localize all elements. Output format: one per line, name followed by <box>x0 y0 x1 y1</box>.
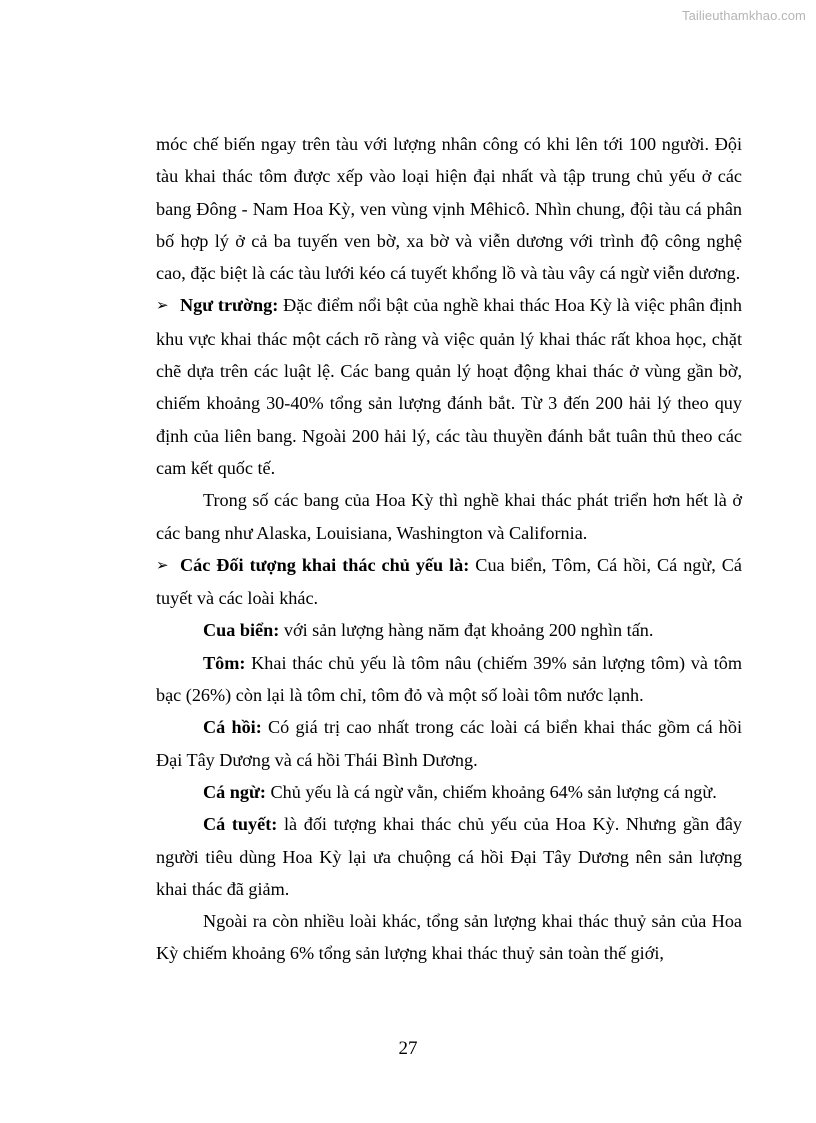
fishing-ground-text: Đặc điểm nổi bật của nghề khai thác Hoa Kỳ là việc phân định khu vực khai thác một cách rõ ràng và việc quản lý khai thác rất khoa học, chặt chẽ dựa trên các luật lệ. Các bang quản lý hoạt động khai thác ở vùng gần bờ, chiếm khoảng 30-40% tổng sản lượng đánh bắt. Từ 3 đến 200 hải lý theo quy định của liên bang. Ngoài 200 hải lý, các tàu thuyền đánh bắt tuân thủ theo các cam kết quốc tế. <box>156 295 742 478</box>
paragraph-fleet: móc chế biến ngay trên tàu với lượng nhân công có khi lên tới 100 người. Đội tàu khai thác tôm được xếp vào loại hiện đại nhất và tập trung chủ yếu ở các bang Đông - Nam Hoa Kỳ, ven vùng vịnh Mêhicô. Nhìn chung, đội tàu cá phân bố hợp lý ở cả ba tuyến ven bờ, xa bờ và viễn dương với trình độ công nghệ cao, đặc biệt là các tàu lưới kéo cá tuyết khổng lồ và tàu vây cá ngừ viễn dương. <box>156 134 742 284</box>
cod-label: Cá tuyết: <box>203 814 278 835</box>
arrow-bullet-icon: ➢ <box>156 298 169 315</box>
shrimp-label: Tôm: <box>203 652 246 673</box>
fishing-ground-label: Ngư trường: <box>180 295 279 316</box>
paragraph-tuna <box>156 776 742 808</box>
targets-text: Cua biển, Tôm, Cá hồi, Cá ngừ, Cá tuyết và các loài khác. <box>156 554 742 609</box>
paragraph-others: Ngoài ra còn nhiều loài khác, tổng sản lượng khai thác thuỷ sản của Hoa Kỳ chiếm khoảng 6% tổng sản lượng khai thác thuỷ sản toàn thế giới, <box>156 911 742 964</box>
arrow-bullet-icon: ➢ <box>156 557 169 574</box>
paragraph-shrimp <box>156 647 742 712</box>
paragraph-cod <box>156 808 742 905</box>
tuna-label: Cá ngừ: <box>203 781 266 802</box>
tuna-text: Chủ yếu là cá ngừ vằn, chiếm khoảng 64% sản lượng cá ngừ. <box>265 781 717 802</box>
paragraph-targets <box>156 549 742 615</box>
salmon-text: Có giá trị cao nhất trong các loài cá biển khai thác gồm cá hồi Đại Tây Dương và cá hồi Thái Bình Dương. <box>156 717 743 770</box>
crab-text: với sản lượng hàng năm đạt khoảng 200 nghìn tấn. <box>279 620 654 641</box>
paragraph-salmon <box>156 711 742 776</box>
watermark-text: Tailieuthamkhao.com <box>681 8 806 23</box>
paragraph-states: Trong số các bang của Hoa Kỳ thì nghề khai thác phát triển hơn hết là ở các bang như Alaska, Louisiana, Washington và California. <box>156 490 742 543</box>
crab-label: Cua biển: <box>203 620 280 641</box>
targets-label: Các Đối tượng khai thác chủ yếu là: <box>180 554 470 575</box>
cod-text: là đối tượng khai thác chủ yếu của Hoa Kỳ. Nhưng gần đây người tiêu dùng Hoa Kỳ lại ưa chuộng cá hồi Đại Tây Dương nên sản lượng khai thác đã giảm. <box>156 814 742 899</box>
document-body <box>156 128 742 970</box>
page-number: 27 <box>398 1038 418 1059</box>
shrimp-text: Khai thác chủ yếu là tôm nâu (chiếm 39% sản lượng tôm) và tôm bạc (26%) còn lại là tôm chỉ, tôm đỏ và một số loài tôm nước lạnh. <box>156 652 742 706</box>
paragraph-fishing-ground <box>156 289 742 484</box>
salmon-label: Cá hồi: <box>203 717 262 738</box>
paragraph-crab <box>156 614 742 646</box>
